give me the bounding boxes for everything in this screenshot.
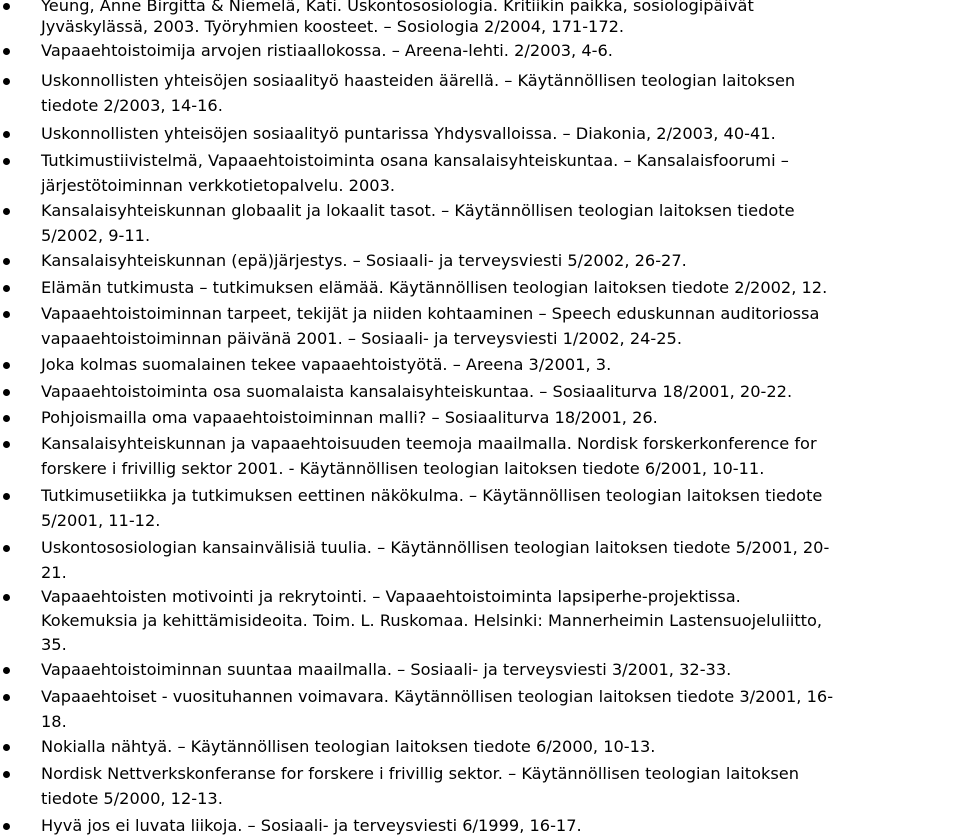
entry-text-line: Uskontososiologian kansainvälisiä tuulia. – Käytännöllisen teologian laitoksen tiedote 5/2001, 20-: [41, 538, 830, 557]
bullet-icon: [3, 389, 10, 396]
entry-text-line: Vapaaehtoiset - vuosituhannen voimavara. Käytännöllisen teologian laitoksen tiedote 3/2001, 16-: [41, 687, 834, 706]
bullet-icon: [3, 441, 10, 448]
bullet-icon: [3, 362, 10, 369]
entry-text-line: Vapaaehtoistoiminnan tarpeet, tekijät ja niiden kohtaaminen – Speech eduskunnan auditoriossa: [41, 304, 820, 323]
bullet-icon: [3, 311, 10, 318]
entry-text-line: Nordisk Nettverkskonferanse for forskere i frivillig sektor. – Käytännöllisen teologian laitoksen: [41, 764, 800, 783]
bullet-icon: [3, 594, 10, 601]
entry-text-line: Tutkimusetiikka ja tutkimuksen eettinen näkökulma. – Käytännöllisen teologian laitoksen tiedote: [41, 486, 823, 505]
entry-text-line: Joka kolmas suomalainen tekee vapaaehtoistyötä. – Areena 3/2001, 3.: [41, 355, 612, 374]
bullet-icon: [3, 3, 10, 10]
entry-text-line: 21.: [41, 563, 67, 582]
bullet-icon: [3, 823, 10, 830]
bullet-icon: [3, 415, 10, 422]
entry-text-line: Jyväskylässä, 2003. Työryhmien koosteet. – Sosiologia 2/2004, 171-172.: [41, 17, 625, 36]
bullet-icon: [3, 78, 10, 85]
bullet-icon: [3, 493, 10, 500]
bullet-icon: [3, 285, 10, 292]
entry-text-line: vapaaehtoistoiminnan päivänä 2001. – Sosiaali- ja terveysviesti 1/2002, 24-25.: [41, 329, 683, 348]
entry-text-line: tiedote 2/2003, 14-16.: [41, 96, 223, 115]
bullet-icon: [3, 744, 10, 751]
bullet-icon: [3, 771, 10, 778]
entry-text-line: 5/2002, 9-11.: [41, 226, 151, 245]
bullet-icon: [3, 208, 10, 215]
entry-text-line: järjestötoiminnan verkkotietopalvelu. 2003.: [41, 176, 396, 195]
entry-text-line: Tutkimustiivistelmä, Vapaaehtoistoiminta osana kansalaisyhteiskuntaa. – Kansalaisfoorumi –: [41, 151, 789, 170]
entry-text-line: Pohjoismailla oma vapaaehtoistoiminnan malli? – Sosiaaliturva 18/2001, 26.: [41, 408, 658, 427]
entry-text-line: Kansalaisyhteiskunnan (epä)järjestys. – Sosiaali- ja terveysviesti 5/2002, 26-27.: [41, 251, 687, 270]
entry-text-line: Nokialla nähtyä. – Käytännöllisen teologian laitoksen tiedote 6/2000, 10-13.: [41, 737, 656, 756]
entry-text-line: Vapaaehtoisten motivointi ja rekrytointi. – Vapaaehtoistoiminta lapsiperhe-projektissa.: [41, 587, 741, 606]
entry-text-line: forskere i frivillig sektor 2001. - Käytännöllisen teologian laitoksen tiedote 6/2001, 10-11.: [41, 459, 765, 478]
entry-text-line: 5/2001, 11-12.: [41, 511, 161, 530]
entry-text-line: Vapaaehtoistoiminnan suuntaa maailmalla. – Sosiaali- ja terveysviesti 3/2001, 32-33.: [41, 660, 732, 679]
bullet-icon: [3, 131, 10, 138]
entry-text-line: 18.: [41, 712, 67, 731]
entry-text-line: Uskonnollisten yhteisöjen sosiaalityö haasteiden äärellä. – Käytännöllisen teologian laitoksen: [41, 71, 796, 90]
entry-text-line: Kansalaisyhteiskunnan globaalit ja lokaalit tasot. – Käytännöllisen teologian laitoksen tiedote: [41, 201, 795, 220]
entry-text-line: Vapaaehtoistoiminta osa suomalaista kansalaisyhteiskuntaa. – Sosiaaliturva 18/2001, 20-22.: [41, 382, 793, 401]
entry-text-line: Uskonnollisten yhteisöjen sosiaalityö puntarissa Yhdysvalloissa. – Diakonia, 2/2003, 40-41.: [41, 124, 776, 143]
entry-text-line: 35.: [41, 635, 67, 654]
bullet-icon: [3, 694, 10, 701]
bullet-icon: [3, 545, 10, 552]
entry-text-line: Vapaaehtoistoimija arvojen ristiaallokossa. – Areena-lehti. 2/2003, 4-6.: [41, 41, 613, 60]
entry-text-line: tiedote 5/2000, 12-13.: [41, 789, 223, 808]
entry-text-line: Kansalaisyhteiskunnan ja vapaaehtoisuuden teemoja maailmalla. Nordisk forskerkonference for: [41, 434, 817, 453]
entry-text-line: Kokemuksia ja kehittämisideoita. Toim. L. Ruskomaa. Helsinki: Mannerheimin Lastensuojeluliitto,: [41, 611, 823, 630]
bullet-icon: [3, 258, 10, 265]
entry-text-line: Elämän tutkimusta – tutkimuksen elämää. Käytännöllisen teologian laitoksen tiedote 2/2002, 12.: [41, 278, 828, 297]
entry-text-line: Yeung, Anne Birgitta & Niemelä, Kati. Uskontososiologia. Kritiikin paikka, sosiologipäivät: [41, 0, 754, 15]
entry-text-line: Hyvä jos ei luvata liikoja. – Sosiaali- ja terveysviesti 6/1999, 16-17.: [41, 816, 582, 835]
bullet-icon: [3, 667, 10, 674]
bullet-icon: [3, 48, 10, 55]
bullet-icon: [3, 158, 10, 165]
